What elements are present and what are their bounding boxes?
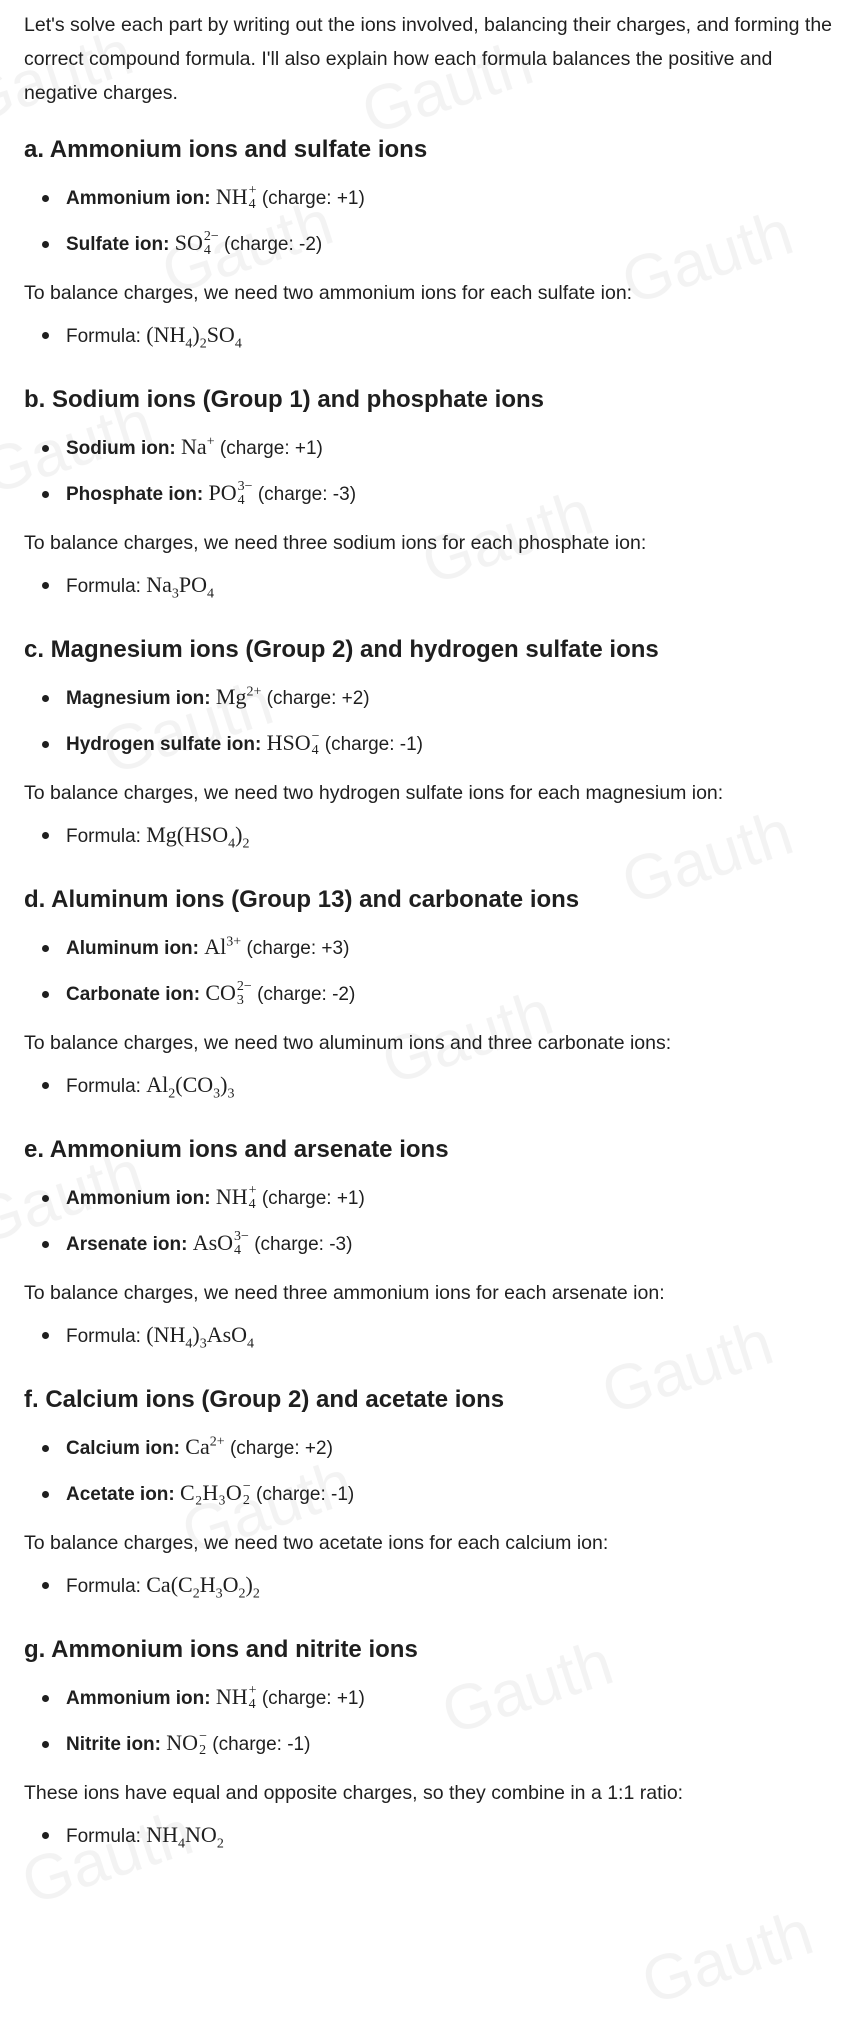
list-item xyxy=(24,930,838,976)
charge-note: (charge: -2) xyxy=(224,234,323,255)
ion-label: Acetate ion: xyxy=(66,1484,175,1505)
compound-formula: $NH_4NO_2$ xyxy=(146,1822,224,1852)
ion-label: Carbonate ion: xyxy=(66,984,201,1005)
ion-list xyxy=(24,1680,838,1772)
list-item xyxy=(24,180,838,226)
intro-paragraph: Let's solve each part by writing out the ions involved, balancing their charges, and forming the correct compound formula. I'll also explain how each formula balances the positive and negative charges. xyxy=(24,14,833,104)
ion-list xyxy=(24,1430,838,1522)
charge-note: (charge: +2) xyxy=(229,1438,333,1459)
section-e xyxy=(24,1132,838,1364)
section-heading: d. Aluminum ions (Group 13) and carbonate ions xyxy=(24,886,580,913)
formula-label: Formula: xyxy=(66,1576,141,1597)
ion-formula: NH + 4 xyxy=(215,1182,257,1212)
ion-list xyxy=(24,180,838,272)
list-item xyxy=(24,476,838,522)
explanation: To balance charges, we need two hydrogen sulfate ions for each magnesium ion: xyxy=(24,782,724,804)
formula-label: Formula: xyxy=(66,1826,141,1847)
section-heading: b. Sodium ions (Group 1) and phosphate ions xyxy=(24,386,544,413)
ion-formula: HSO − 4 xyxy=(266,728,320,758)
section-heading: c. Magnesium ions (Group 2) and hydrogen sulfate ions xyxy=(24,636,659,663)
section-b xyxy=(24,382,838,614)
section-c xyxy=(24,632,838,864)
section-a xyxy=(24,132,838,364)
ion-label: Phosphate ion: xyxy=(66,484,204,505)
compound-formula: $(NH_4)_2SO_4$ xyxy=(146,322,242,352)
formula-list xyxy=(24,1816,838,1864)
charge-note: (charge: +1) xyxy=(219,438,323,459)
compound-formula: $Ca(C_2H_3O_2)_2$ xyxy=(146,1572,260,1602)
section-d xyxy=(24,882,838,1114)
formula-label: Formula: xyxy=(66,1076,141,1097)
list-item xyxy=(24,1566,838,1614)
formula-list xyxy=(24,316,838,364)
section-heading: f. Calcium ions (Group 2) and acetate ions xyxy=(24,1386,505,1413)
ion-label: Sulfate ion: xyxy=(66,234,170,255)
ion-formula: CO 2− 3 xyxy=(205,978,252,1008)
list-item xyxy=(24,566,838,614)
charge-note: (charge: +1) xyxy=(261,1688,365,1709)
ion-label: Ammonium ion: xyxy=(66,1188,211,1209)
section-g xyxy=(24,1632,838,1864)
formula-list xyxy=(24,1066,838,1114)
ion-label: Magnesium ion: xyxy=(66,688,211,709)
ion-formula: NH + 4 xyxy=(215,182,257,212)
list-item xyxy=(24,316,838,364)
charge-note: (charge: +3) xyxy=(246,938,350,959)
section-heading: g. Ammonium ions and nitrite ions xyxy=(24,1636,418,1663)
watermark xyxy=(633,1895,822,2019)
ion-label: Calcium ion: xyxy=(66,1438,181,1459)
ion-formula: PO 3− 4 xyxy=(208,478,253,508)
formula-label: Formula: xyxy=(66,1326,141,1347)
compound-formula: $(NH_4)_3AsO_4$ xyxy=(146,1322,255,1352)
list-item xyxy=(24,1066,838,1114)
ion-list xyxy=(24,1180,838,1272)
charge-note: (charge: -1) xyxy=(212,1734,311,1755)
charge-note: (charge: +1) xyxy=(261,188,365,209)
ion-label: Aluminum ion: xyxy=(66,938,199,959)
ion-formula: NH + 4 xyxy=(215,1682,257,1712)
ion-formula: AsO 3− 4 xyxy=(192,1228,249,1258)
formula-list xyxy=(24,1566,838,1614)
list-item xyxy=(24,1226,838,1272)
charge-note: (charge: -2) xyxy=(257,984,356,1005)
list-item xyxy=(24,976,838,1022)
compound-formula: $Mg(HSO_4)_2$ xyxy=(146,822,250,852)
ion-formula: $Mg^{2+}$ xyxy=(215,684,262,709)
compound-formula: $Al_2(CO_3)_3$ xyxy=(146,1072,235,1102)
list-item xyxy=(24,816,838,864)
formula-list xyxy=(24,1316,838,1364)
list-item xyxy=(24,1476,838,1522)
ion-formula: $Al^{3+}$ xyxy=(204,934,242,959)
list-item xyxy=(24,680,838,726)
formula-list xyxy=(24,566,838,614)
formula-label: Formula: xyxy=(66,576,141,597)
list-item xyxy=(24,1726,838,1772)
ion-list xyxy=(24,430,838,522)
explanation: To balance charges, we need two aluminum ions and three carbonate ions: xyxy=(24,1032,672,1054)
explanation: To balance charges, we need two ammonium ions for each sulfate ion: xyxy=(24,282,633,304)
explanation: To balance charges, we need three sodium ions for each phosphate ion: xyxy=(24,532,647,554)
list-item xyxy=(24,226,838,272)
explanation: To balance charges, we need three ammonium ions for each arsenate ion: xyxy=(24,1282,665,1304)
explanation: These ions have equal and opposite charges, so they combine in a 1:1 ratio: xyxy=(24,1782,684,1804)
section-f xyxy=(24,1382,838,1614)
list-item xyxy=(24,430,838,476)
charge-note: (charge: +2) xyxy=(266,688,370,709)
section-heading: e. Ammonium ions and arsenate ions xyxy=(24,1136,449,1163)
ion-label: Ammonium ion: xyxy=(66,1688,211,1709)
charge-note: (charge: +1) xyxy=(261,1188,365,1209)
formula-label: Formula: xyxy=(66,326,141,347)
list-item xyxy=(24,726,838,772)
section-heading: a. Ammonium ions and sulfate ions xyxy=(24,136,428,163)
ion-formula: SO 2− 4 xyxy=(174,228,219,258)
ion-label: Ammonium ion: xyxy=(66,188,211,209)
compound-formula: $Na_3PO_4$ xyxy=(146,572,215,602)
ion-formula: Na+ xyxy=(181,434,215,459)
charge-note: (charge: -1) xyxy=(324,734,423,755)
explanation: To balance charges, we need two acetate ions for each calcium ion: xyxy=(24,1532,609,1554)
charge-note: (charge: -1) xyxy=(256,1484,355,1505)
list-item xyxy=(24,1316,838,1364)
ion-label: Arsenate ion: xyxy=(66,1234,188,1255)
list-item xyxy=(24,1180,838,1226)
formula-list xyxy=(24,816,838,864)
ion-list xyxy=(24,930,838,1022)
charge-note: (charge: -3) xyxy=(254,1234,353,1255)
ion-label: Hydrogen sulfate ion: xyxy=(66,734,262,755)
list-item xyxy=(24,1680,838,1726)
ion-label: Nitrite ion: xyxy=(66,1734,161,1755)
charge-note: (charge: -3) xyxy=(257,484,357,505)
ion-formula: $Ca^{2+}$ xyxy=(185,1434,225,1459)
list-item xyxy=(24,1430,838,1476)
ion-list xyxy=(24,680,838,772)
formula-label: Formula: xyxy=(66,826,141,847)
ion-label: Sodium ion: xyxy=(66,438,176,459)
ion-formula: NO − 2 xyxy=(166,1728,207,1758)
list-item xyxy=(24,1816,838,1864)
ion-formula: C₂H₃O − 2 xyxy=(180,1478,251,1508)
